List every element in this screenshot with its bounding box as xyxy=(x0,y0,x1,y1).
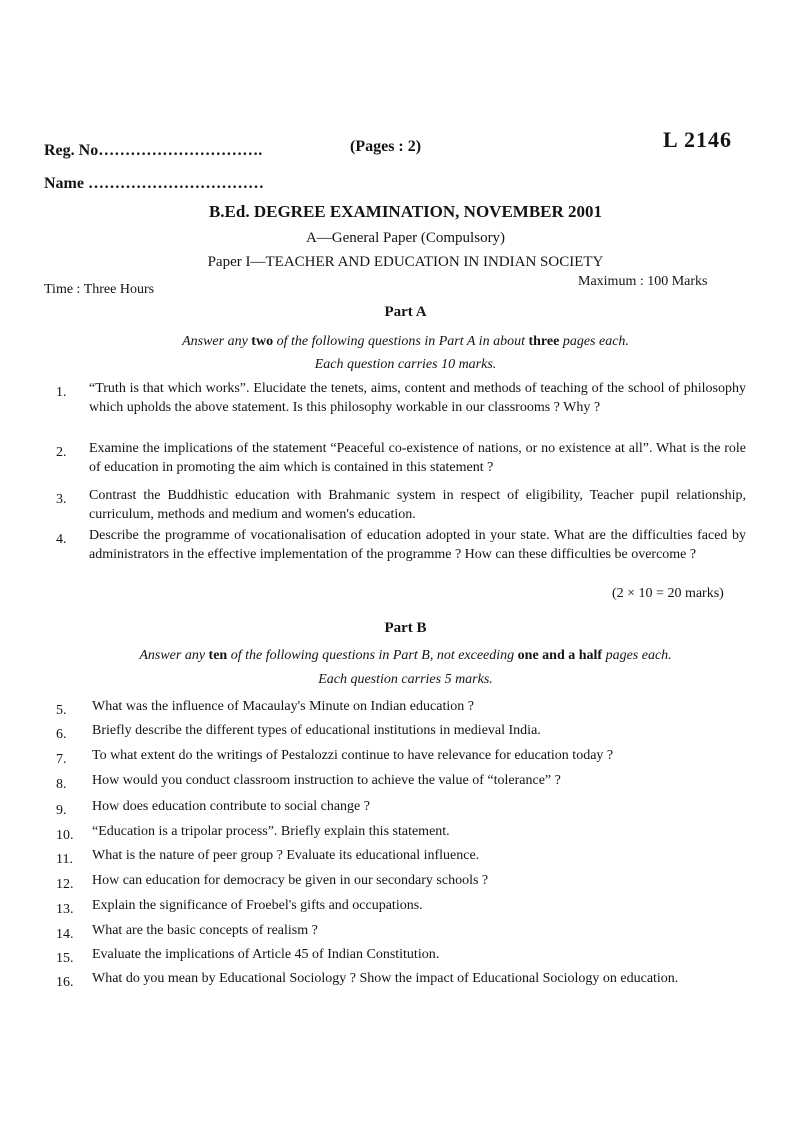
exam-title: B.Ed. DEGREE EXAMINATION, NOVEMBER 2001 xyxy=(208,202,603,221)
time-label: Time : Three Hours xyxy=(44,282,155,297)
reg-no-field: Reg. No…………………………. xyxy=(44,142,263,159)
paper-code: L 2146 xyxy=(663,127,732,152)
question-item: 6. Briefly describe the different types of educational institutions in medieval India. xyxy=(56,723,541,742)
question-item: 9. How does education contribute to social change ? xyxy=(56,799,370,818)
part-b-heading: Part B xyxy=(384,620,427,636)
max-marks-label: Maximum : 100 Marks xyxy=(578,274,708,289)
part-a-heading: Part A xyxy=(384,304,427,320)
name-field: Name …………………………… xyxy=(44,175,264,192)
question-item: 3. Contrast the Buddhistic education with Brahmanic system in respect of eligibility, Teacher pupil relationship, curriculum, methods and medium and women's education. xyxy=(56,488,746,522)
part-a-instruction: Answer any two of the following questions in Part A in about three pages each. xyxy=(182,334,629,349)
question-item: 11. What is the nature of peer group ? Evaluate its educational influence. xyxy=(56,848,480,867)
question-item: 12. How can education for democracy be given in our secondary schools ? xyxy=(56,873,489,892)
part-b-instruction: Answer any ten of the following questions in Part B, not exceeding one and a half pages each. xyxy=(139,648,672,663)
question-item: 10. “Education is a tripolar process”. Briefly explain this statement. xyxy=(56,824,450,843)
part-a-total-marks: (2 × 10 = 20 marks) xyxy=(612,586,724,601)
question-item: 8. How would you conduct classroom instruction to achieve the value of “tolerance” ? xyxy=(56,773,561,792)
question-item: 4. Describe the programme of vocationalisation of education adopted in your state. What are the difficulties faced by administrators in the effective implementation of the programme ? How can these difficulties be overcome ? xyxy=(56,528,746,562)
question-item: 16. What do you mean by Educational Sociology ? Show the impact of Educational Sociology on education. xyxy=(56,971,679,990)
part-a-marks-note: Each question carries 10 marks. xyxy=(314,357,497,372)
question-item: 13. Explain the significance of Froebel's gifts and occupations. xyxy=(56,898,423,917)
paper-title: Paper I—TEACHER AND EDUCATION IN INDIAN SOCIETY xyxy=(207,254,604,270)
part-b-marks-note: Each question carries 5 marks. xyxy=(318,672,493,687)
question-item: 2. Examine the implications of the statement “Peaceful co-existence of nations, or no existence at all”. What is the role of education in promoting the aim which is contained in this statement ? xyxy=(56,441,746,475)
question-item: 15. Evaluate the implications of Article 45 of Indian Constitution. xyxy=(56,947,440,966)
question-item: 7. To what extent do the writings of Pestalozzi continue to have relevance for education today ? xyxy=(56,748,614,767)
pages-count: (Pages : 2) xyxy=(350,138,422,155)
exam-subtitle: A—General Paper (Compulsory) xyxy=(305,230,506,246)
question-item: 14. What are the basic concepts of realism ? xyxy=(56,923,318,942)
question-item: 1. “Truth is that which works”. Elucidate the tenets, aims, content and methods of teaching of the school of philosophy which upholds the above statement. Is this philosophy workable in our classrooms ? Why ? xyxy=(56,381,746,415)
question-item: 5. What was the influence of Macaulay's Minute on Indian education ? xyxy=(56,699,474,718)
